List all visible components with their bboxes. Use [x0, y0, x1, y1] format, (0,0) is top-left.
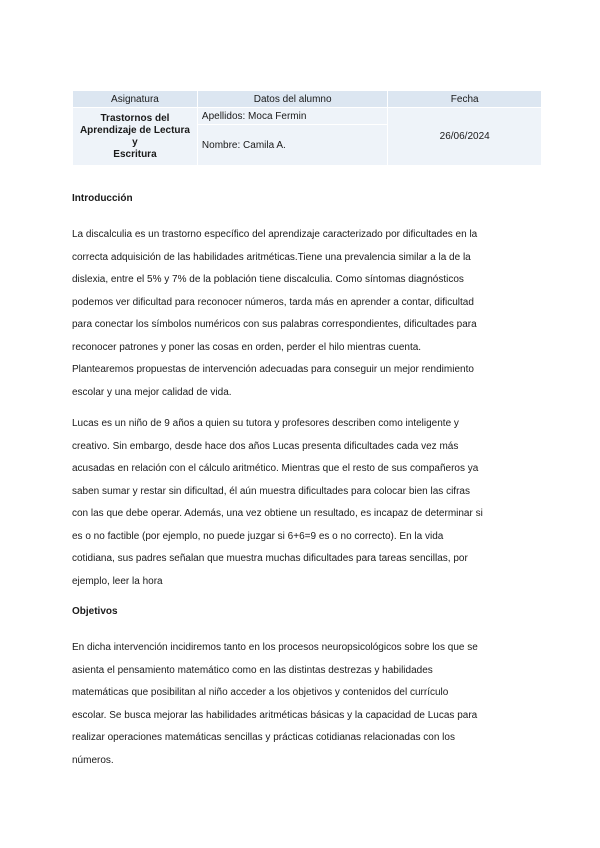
text-line: En dicha intervención incidiremos tanto en los procesos neuropsicológicos sobre los que se	[72, 642, 478, 653]
text-line: acusadas en relación con el cálculo aritmético. Mientras que el resto de sus compañeros ya	[72, 463, 479, 474]
objetivos-paragraph	[72, 637, 532, 772]
data-row-1	[73, 108, 542, 125]
subject-line: y	[132, 136, 138, 148]
objetivos-heading: Objetivos	[72, 606, 118, 617]
text-line: La discalculia es un trastorno específico del aprendizaje caracterizado por dificultades en la	[72, 229, 478, 240]
header-datos-alumno: Datos del alumno	[197, 91, 387, 108]
text-line: creativo. Sin embargo, desde hace dos años Lucas presenta dificultades cada vez más	[72, 440, 459, 452]
text-line: podemos ver dificultad para reconocer números, tarda más en aprender a contar, dificultad	[72, 296, 474, 308]
text-line: para conectar los símbolos numéricos con sus palabras correspondientes, dificultades para	[72, 319, 477, 330]
header-table	[72, 90, 542, 166]
subject-line: Escritura	[113, 148, 157, 160]
intro-paragraph-1	[72, 224, 532, 404]
text-line: escolar. Se busca mejorar las habilidades aritméticas básicas y la capacidad de Lucas para	[72, 709, 478, 721]
apellidos-cell: Apellidos: Moca Fermin	[197, 108, 387, 125]
intro-paragraph-2	[72, 413, 532, 593]
header-row	[73, 91, 542, 108]
subject-cell	[73, 108, 198, 166]
text-line: Plantearemos propuestas de intervención adecuadas para conseguir un mejor rendimiento	[72, 364, 474, 375]
text-line: reconocer patrones y poner las cosas en orden, perder el hilo mientras cuenta.	[72, 341, 422, 353]
subject-line: Aprendizaje de Lectura	[79, 124, 190, 136]
header-fecha: Fecha	[388, 91, 542, 108]
text-line: dislexia, entre el 5% y 7% de la población tiene discalculia. Como síntomas diagnósticos	[72, 274, 464, 285]
text-line: cotidiana, sus padres señalan que muestra muchas dificultades para tareas sencillas, por	[72, 553, 468, 564]
nombre-cell: Nombre: Camila A.	[197, 125, 387, 166]
text-line: matemáticas que posibilitan al niño acceder a los objetivos y contenidos del currículo	[72, 687, 449, 698]
text-line: escolar y una mejor calidad de vida.	[72, 386, 232, 398]
text-line: con las que debe operar. Además, una vez obtiene un resultado, es incapaz de determinar si	[72, 508, 483, 519]
fecha-cell: 26/06/2024	[388, 108, 542, 166]
text-line: saben sumar y restar sin dificultad, él aún muestra dificultades para colocar bien las cifras	[72, 485, 470, 497]
header-asignatura: Asignatura	[73, 91, 198, 108]
text-line: Lucas es un niño de 9 años a quien su tutora y profesores describen como inteligente y	[72, 418, 459, 429]
text-line: asienta el pensamiento matemático como en las distintas destrezas y habilidades	[72, 664, 433, 676]
text-line: es o no factible (por ejemplo, no puede juzgar si 6+6=9 es o no correcto). En la vida	[72, 530, 444, 542]
text-line: realizar operaciones matemáticas sencillas y prácticas cotidianas relacionadas con los	[72, 732, 455, 743]
text-line: números.	[72, 754, 114, 766]
subject-line: Trastornos del	[100, 112, 170, 124]
text-line: ejemplo, leer la hora	[72, 575, 163, 587]
intro-heading: Introducción	[72, 193, 133, 204]
text-line: correcta adquisición de las habilidades aritméticas.Tiene una prevalencia similar a la de la	[72, 251, 471, 263]
